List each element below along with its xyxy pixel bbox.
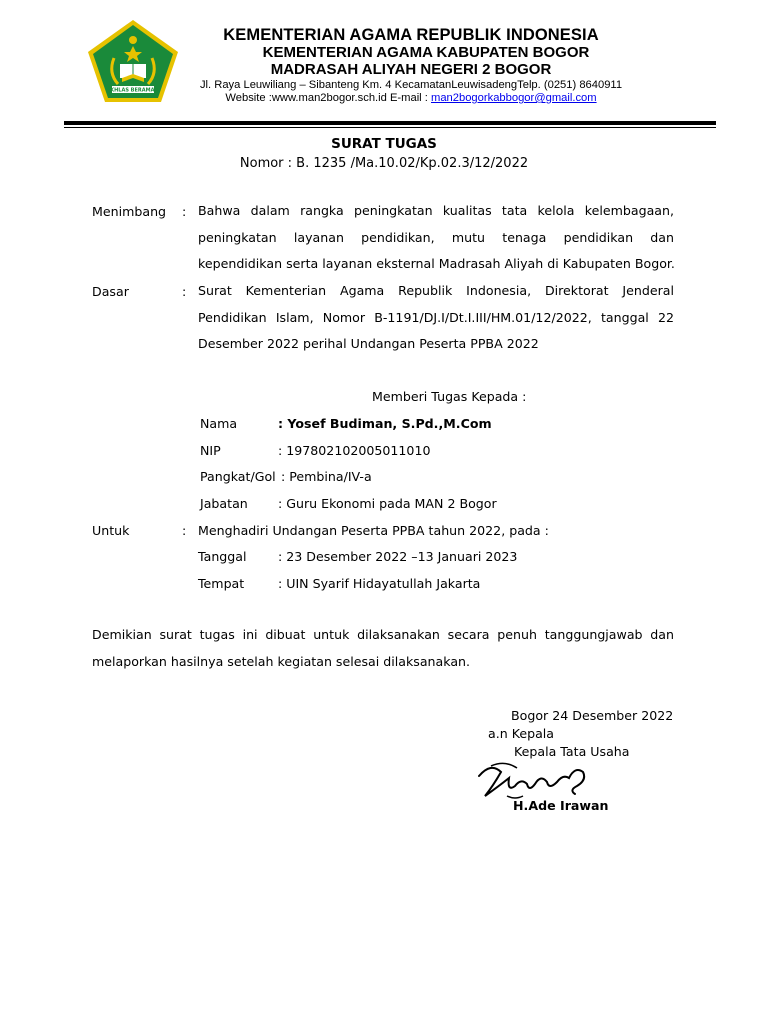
signer-name: H.Ade Irawan xyxy=(513,798,609,813)
jabatan-value: : Guru Ekonomi pada MAN 2 Bogor xyxy=(278,496,497,511)
nip-value: : 197802102005011010 xyxy=(278,443,431,458)
letterhead-address: Jl. Raya Leuwiliang – Sibanteng Km. 4 KecamatanLeuwisadengTelp. (0251) 8640911 xyxy=(199,79,623,91)
website-text: Website :www.man2bogor.sch.id E-mail : xyxy=(225,92,431,104)
untuk-label: Untuk xyxy=(92,523,130,538)
document-title: SURAT TUGAS xyxy=(331,136,437,152)
dasar-colon: : xyxy=(182,284,187,299)
letterhead-rule-thick xyxy=(64,121,716,125)
dasar-line: Pendidikan Islam, Nomor B-1191/DJ.I/Dt.I.III/HM.01/12/2022, tanggal 22 xyxy=(198,309,674,325)
on-behalf: a.n Kepala xyxy=(488,726,555,741)
tanggal-label: Tanggal xyxy=(198,549,247,564)
untuk-text: Menghadiri Undangan Peserta PPBA tahun 2022, pada : xyxy=(198,523,549,538)
dasar-line: Surat Kementerian Agama Republik Indonesia, Direktorat Jenderal xyxy=(198,283,674,298)
pangkat-value: : Pembina/IV-a xyxy=(281,469,372,484)
assignment-heading: Memberi Tugas Kepada : xyxy=(372,389,527,404)
signer-position: Kepala Tata Usaha xyxy=(514,744,630,759)
jabatan-label: Jabatan xyxy=(200,496,248,511)
closing-line: melaporkan hasilnya setelah kegiatan selesai dilaksanakan. xyxy=(92,653,471,669)
nama-value: : Yosef Budiman, S.Pd.,M.Com xyxy=(278,416,492,431)
menimbang-line: peningkatan layanan pendidikan, mutu tenaga pendidikan dan xyxy=(198,229,674,245)
letterhead-office: KEMENTERIAN AGAMA KABUPATEN BOGOR xyxy=(262,44,590,61)
untuk-colon: : xyxy=(182,523,187,538)
letterhead-rule-thin xyxy=(64,127,716,128)
place-date: Bogor 24 Desember 2022 xyxy=(511,708,674,723)
nip-label: NIP xyxy=(200,443,221,458)
menimbang-line: Bahwa dalam rangka peningkatan kualitas tata kelola kelembagaan, xyxy=(198,203,674,218)
dasar-line: Desember 2022 perihal Undangan Peserta PPBA 2022 xyxy=(198,336,539,351)
tanggal-value: : 23 Desember 2022 –13 Januari 2023 xyxy=(278,549,518,564)
menimbang-colon: : xyxy=(182,204,187,219)
letterhead-school: MADRASAH ALIYAH NEGERI 2 BOGOR xyxy=(270,61,552,78)
closing-line: Demikian surat tugas ini dibuat untuk dilaksanakan secara penuh tanggungjawab dan xyxy=(92,627,674,642)
closing-paragraph xyxy=(92,622,674,675)
logo-motto: IKHLAS BERAMAL xyxy=(108,87,158,94)
menimbang-line: kependidikan serta layanan eksternal Madrasah Aliyah di Kabupaten Bogor. xyxy=(198,256,675,271)
letterhead-contact xyxy=(190,92,632,104)
pangkat-label: Pangkat/Gol xyxy=(200,469,276,484)
document-number: Nomor : B. 1235 /Ma.10.02/Kp.02.3/12/2022 xyxy=(239,156,529,171)
menimbang-text xyxy=(198,198,674,278)
menimbang-label: Menimbang xyxy=(92,204,167,219)
email-link[interactable]: man2bogorkabbogor@gmail.com xyxy=(431,92,597,104)
letterhead-ministry: KEMENTERIAN AGAMA REPUBLIK INDONESIA xyxy=(223,26,599,44)
dasar-text xyxy=(198,278,674,358)
tempat-label: Tempat xyxy=(198,576,245,591)
tempat-value: : UIN Syarif Hidayatullah Jakarta xyxy=(278,576,481,591)
ministry-logo xyxy=(86,18,180,104)
nama-label: Nama xyxy=(200,416,238,431)
dasar-label: Dasar xyxy=(92,284,129,299)
